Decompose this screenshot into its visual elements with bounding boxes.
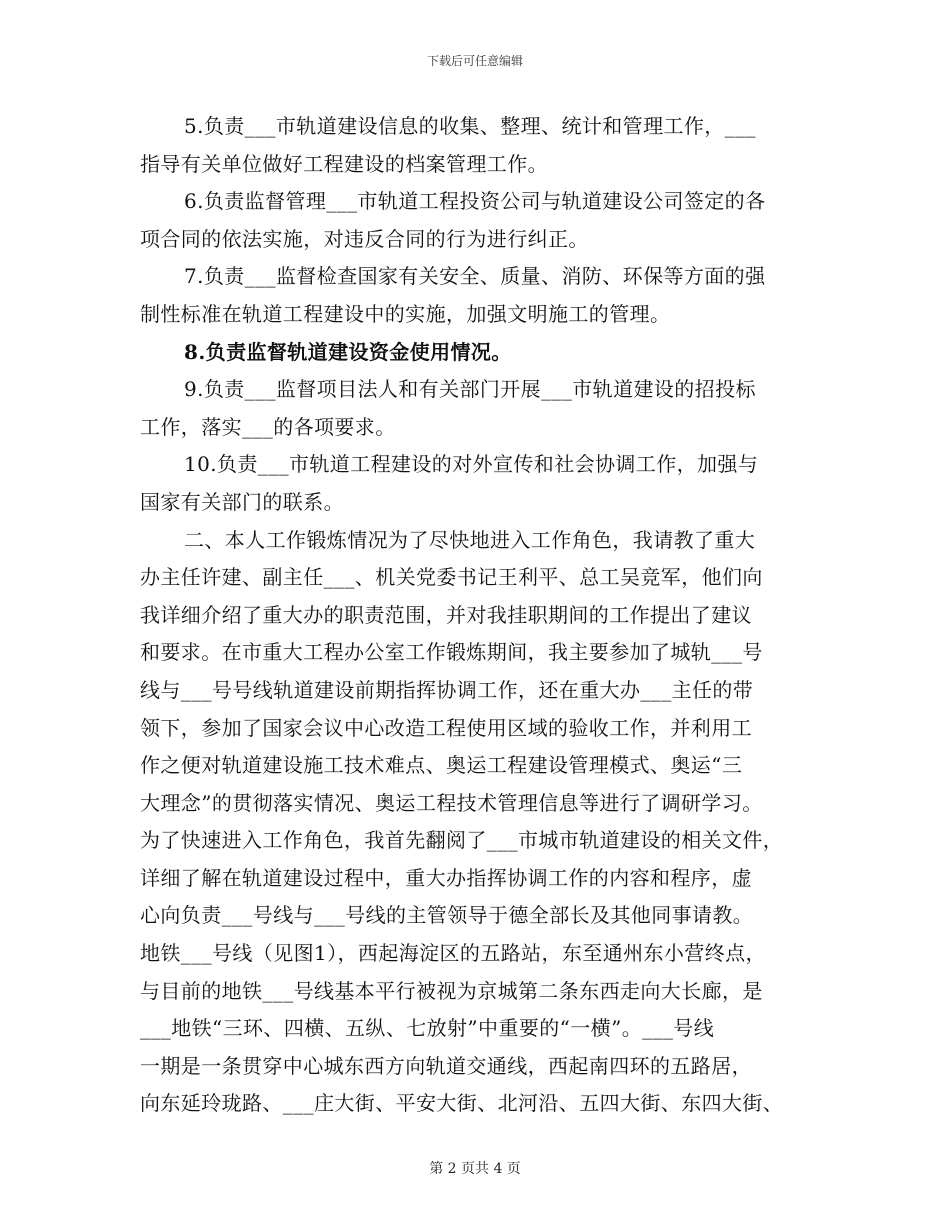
paragraph-line: 8.负责监督轨道建设资金使用情况。 — [184, 339, 512, 364]
paragraph-line: 7.负责___监督检查国家有关安全、质量、消防、环保等方面的强 — [184, 264, 766, 289]
paragraph-line: 9.负责___监督项目法人和有关部门开展___市轨道建设的招投标 — [184, 377, 756, 402]
paragraph-line: 制性标准在轨道工程建设中的实施，加强文明施工的管理。 — [140, 301, 671, 326]
paragraph-line: 和要求。在市重大工程办公室工作锻炼期间，我主要参加了城轨___号 — [140, 640, 763, 665]
paragraph-work-experience — [140, 522, 816, 1124]
paragraph-item-9 — [140, 371, 816, 446]
paragraph-line: 一期是一条贯穿中心城东西方向轨道交通线，西起南四环的五路居， — [140, 1053, 752, 1078]
paragraph-line: 国家有关部门的联系。 — [140, 489, 344, 514]
paragraph-item-6 — [140, 183, 816, 258]
paragraph-item-5 — [140, 108, 816, 183]
paragraph-line: 10.负责___市轨道工程建设的对外宣传和社会协调工作，加强与 — [184, 452, 759, 477]
paragraph-line: 5.负责___市轨道建设信息的收集、整理、统计和管理工作，___ — [184, 114, 756, 138]
paragraph-line: 6.负责监督管理___市轨道工程投资公司与轨道建设公司签定的各 — [184, 189, 766, 214]
paragraph-line: 指导有关单位做好工程建设的档案管理工作。 — [140, 151, 548, 176]
paragraph-line: 项合同的依法实施，对违反合同的行为进行纠正。 — [140, 226, 589, 251]
paragraph-line: 作之便对轨道建设施工技术难点、奥运工程建设管理模式、奥运“三 — [140, 753, 743, 778]
page-header: 下载后可任意编辑 — [426, 54, 523, 68]
paragraph-line: 我详细介绍了重大办的职责范围，并对我挂职期间的工作提出了建议 — [140, 602, 752, 627]
paragraph-line: 与目前的地铁___号线基本平行被视为京城第二条东西走向大长廊，是 — [140, 978, 763, 1003]
document-body — [140, 108, 816, 1123]
paragraph-line: ___地铁“三环、四横、五纵、七放射”中重要的“一横”。___号线 — [140, 1016, 715, 1041]
paragraph-line: 为了快速进入工作角色，我首先翻阅了___市城市轨道建设的相关文件， — [140, 828, 784, 853]
paragraph-item-10 — [140, 446, 816, 521]
paragraph-item-8-heading — [140, 334, 816, 372]
paragraph-line: 办主任许建、副主任___、机关党委书记王利平、总工吴竞军，他们向 — [140, 565, 763, 590]
page-footer: 第 2 页共 4 页 — [429, 1161, 521, 1177]
paragraph-line: 地铁___号线（见图1），西起海淀区的五路站，东至通州东小营终点， — [140, 941, 766, 966]
paragraph-line: 领下，参加了国家会议中心改造工程使用区域的验收工作，并利用工 — [140, 715, 752, 740]
paragraph-line: 详细了解在轨道建设过程中，重大办指挥协调工作的内容和程序，虚 — [140, 865, 752, 890]
paragraph-line: 大理念”的贯彻落实情况、奥运工程技术管理信息等进行了调研学习。 — [140, 790, 763, 815]
paragraph-line: 心向负责___号线与___号线的主管领导于德全部长及其他同事请教。 — [140, 903, 754, 928]
paragraph-item-7 — [140, 258, 816, 333]
paragraph-line: 工作，落实___的各项要求。 — [140, 414, 396, 439]
paragraph-line: 向东延玲珑路、___庄大街、平安大街、北河沿、五四大街、东四大街、 — [140, 1091, 784, 1116]
paragraph-line: 二、本人工作锻炼情况为了尽快地进入工作角色，我请教了重大 — [184, 527, 756, 552]
paragraph-line: 线与___号号线轨道建设前期指挥协调工作，还在重大办___主任的带 — [140, 677, 754, 702]
